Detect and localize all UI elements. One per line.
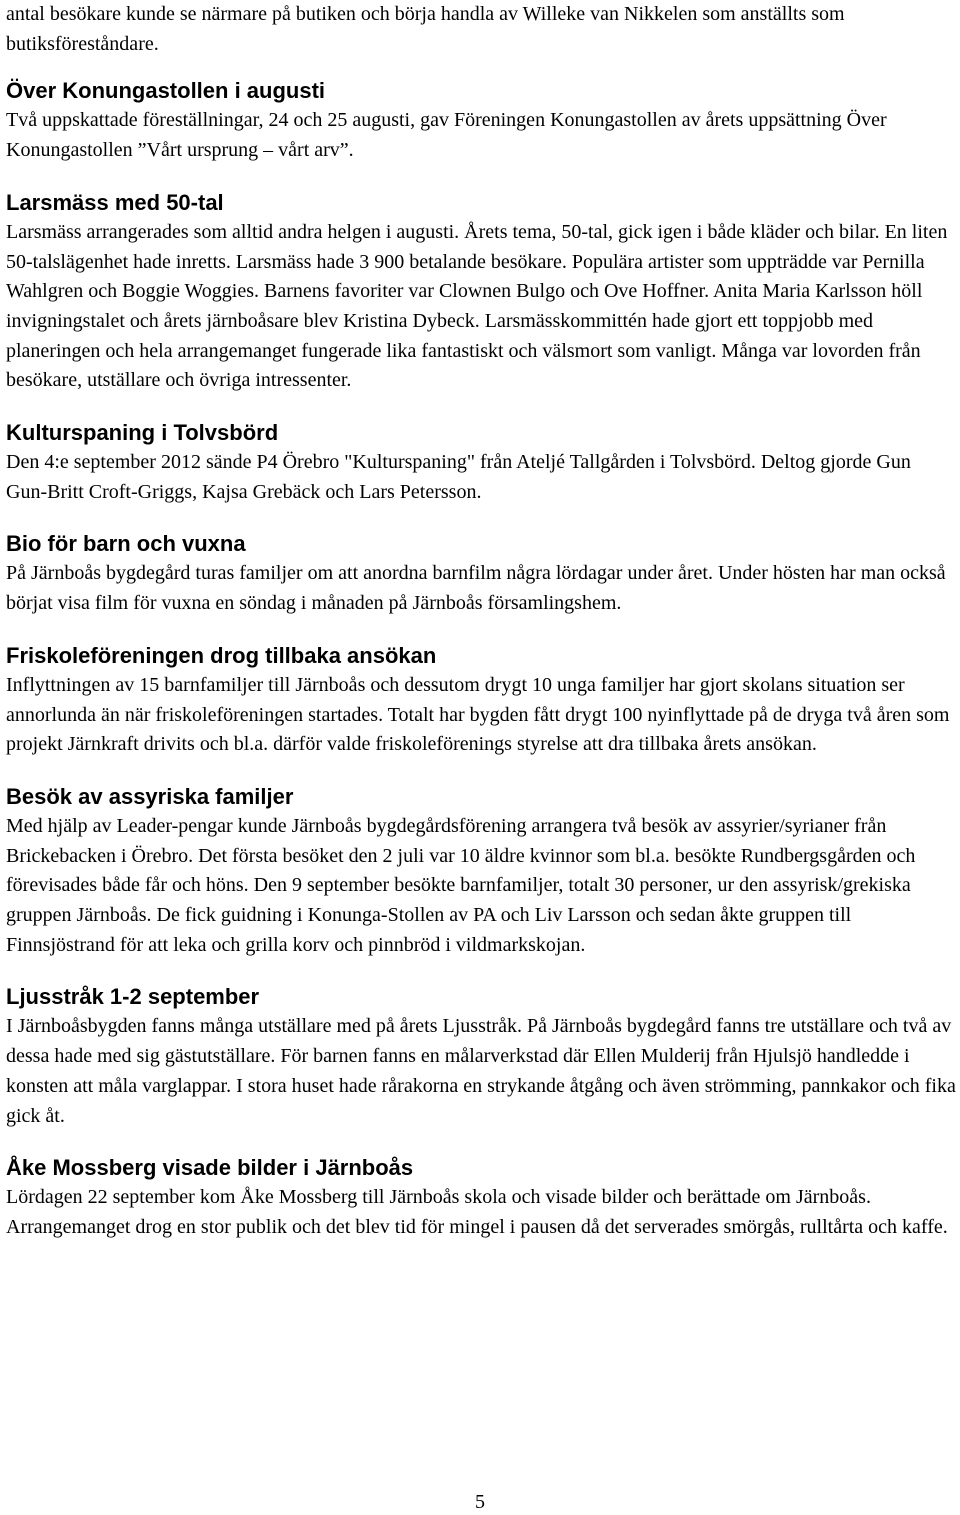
section-heading: Besök av assyriska familjer xyxy=(6,783,294,809)
document-page xyxy=(6,0,956,1243)
section-ljusstrak xyxy=(6,982,956,1131)
section-body: I Järnboåsbygden fanns många utställare med på årets Ljusstråk. På Järnboås bygdegård fanns tre utställare och två av dessa hade med sig gästutställare. För barnen fanns en målarverkstad där Ellen Mulderij från Hjulsjö handledde i konsten att måla varglappar. I stora huset hade rårakorna en strykande åtgång och även strömming, pannkakor och fika gick åt. xyxy=(6,1015,956,1127)
section-body: Den 4:e september 2012 sände P4 Örebro "Kulturspaning" från Ateljé Tallgården i Tolvsbörd. Deltog gjorde Gun Gun-Britt Croft-Griggs, Kajsa Grebäck och Lars Petersson. xyxy=(6,451,911,503)
section-heading: Bio för barn och vuxna xyxy=(6,531,246,557)
section-heading: Friskoleföreningen drog tillbaka ansökan xyxy=(6,642,437,668)
section-ake-mossberg xyxy=(6,1153,956,1242)
section-body: Lördagen 22 september kom Åke Mossberg till Järnboås skola och visade bilder och berättade om Järnboås. Arrangemanget drog en stor publik och det blev tid för mingel i pausen då det serverades smörgås, rulltårta och kaffe. xyxy=(6,1186,948,1238)
section-heading: Åke Mossberg visade bilder i Järnboås xyxy=(6,1155,414,1181)
section-friskoleforeningen xyxy=(6,641,956,760)
section-heading: Larsmäss med 50-tal xyxy=(6,189,224,215)
section-heading: Ljusstråk 1-2 september xyxy=(6,984,260,1010)
section-assyriska-familjer xyxy=(6,782,956,961)
section-heading: Över Konungastollen i augusti xyxy=(6,78,326,104)
section-body: Larsmäss arrangerades som alltid andra helgen i augusti. Årets tema, 50-tal, gick igen i både kläder och bilar. En liten 50-talslägenhet hade inretts. Larsmäss hade 3 900 betalande besökare. Populära artister som uppträdde var Pernilla Wahlgren och Boggie Woggies. Barnens favoriter var Clownen Bulgo och Ove Hoffner. Anita Maria Karlsson höll invigningstalet och årets järnboåsare blev Kristina Dybeck. Larsmässkommittén hade gjort ett toppjobb med planeringen och hela arrangemanget fungerade lika fantastiskt och välsmort som vanligt. Många var lovorden från besökare, utställare och övriga intressenter. xyxy=(6,220,948,392)
section-konungastollen xyxy=(6,76,956,165)
section-larsmass xyxy=(6,188,956,396)
section-body: Inflyttningen av 15 barnfamiljer till Järnboås och dessutom drygt 10 unga familjer har gjort skolans situation ser annorlunda än när friskoleföreningen startades. Totalt har bygden fått drygt 100 nyinflyttade på de dryga två åren som projekt Järnkraft drivits och bl.a. därför valde friskoleförenings styrelse att dra tillbaka årets ansökan. xyxy=(6,673,950,756)
section-kulturspaning xyxy=(6,418,956,507)
section-body: På Järnboås bygdegård turas familjer om att anordna barnfilm några lördagar under året. Under hösten har man också börjat visa film för vuxna en söndag i månaden på Järnboås församlingshem. xyxy=(6,562,946,615)
section-body: Med hjälp av Leader-pengar kunde Järnboås bygdegårdsförening arrangera två besök av assyrier/syrianer från Brickebacken i Örebro. Det första besöket den 2 juli var 10 äldre kvinnor som bl.a. besökte Rundbergsgården och förevisades både får och höns. Den 9 september besökte barnfamiljer, totalt 30 personer, ur den assyrisk/grekiska gruppen Järnboås. De fick guidning i Konunga-Stollen av PA och Liv Larsson och sedan åkte gruppen till Finnsjöstrand för att leka och grilla korv och pinnbröd i vildmarkskojan. xyxy=(6,814,916,956)
section-body: Två uppskattade föreställningar, 24 och 25 augusti, gav Föreningen Konungastollen av årets uppsättning Över Konungastollen ”Vårt ursprung – vårt arv”. xyxy=(6,109,887,162)
intro-paragraph: antal besökare kunde se närmare på butiken och börja handla av Willeke van Nikkelen som anställts som butiksföreståndare. xyxy=(6,3,845,55)
page-number: 5 xyxy=(475,1491,485,1513)
section-heading: Kulturspaning i Tolvsbörd xyxy=(6,420,279,446)
section-bio xyxy=(6,529,956,618)
